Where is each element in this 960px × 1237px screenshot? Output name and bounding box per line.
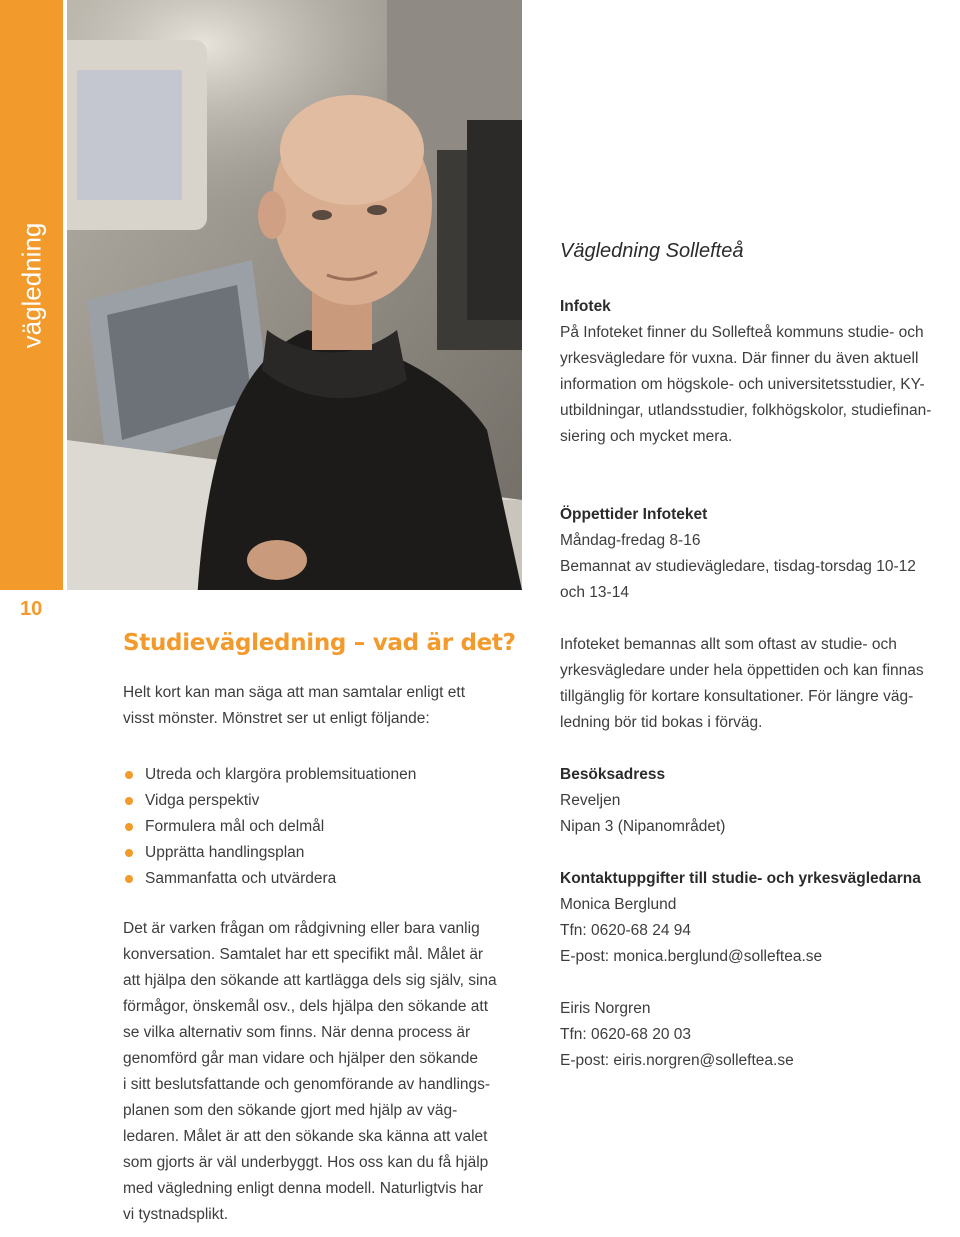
hours-heading: Öppettider Infoteket [560, 506, 708, 523]
contacts-heading: Kontaktuppgifter till studie- och yrkesvägledarna [560, 870, 921, 887]
contacts-block [560, 866, 960, 970]
list-item [123, 814, 523, 840]
step-text: Sammanfatta och utvärdera [145, 870, 337, 887]
infotek-block [560, 294, 960, 450]
list-item [123, 788, 523, 814]
step-text: Formulera mål och delmål [145, 818, 325, 835]
hours-block [560, 502, 960, 606]
contact-email: E-post: monica.berglund@solleftea.se [560, 948, 823, 965]
infotek-heading: Infotek [560, 298, 611, 315]
body-line: se vilka alternativ som finns. När denna process är [123, 1024, 471, 1041]
list-item [123, 840, 523, 866]
bullet-icon [125, 797, 133, 805]
body-line: konversation. Samtalet har ett specifikt mål. Målet är [123, 946, 484, 963]
side-label-text: vägledning [16, 222, 47, 348]
contact-phone: Tfn: 0620-68 20 03 [560, 1026, 691, 1043]
photo-illustration [67, 0, 522, 590]
staffing-line: ledning bör tid bokas i förväg. [560, 714, 763, 731]
bullet-icon [125, 771, 133, 779]
section-title: Vägledning Sollefteå [560, 240, 744, 262]
address-line: Reveljen [560, 792, 621, 809]
body-line: som gjorts är väl underbyggt. Hos oss kan du få hjälp [123, 1154, 489, 1171]
infotek-line: information om högskole- och universitetsstudier, KY- [560, 376, 925, 393]
intro-paragraph [123, 680, 523, 732]
body-line: förmågor, önskemål osv., dels hjälpa den sökande att [123, 998, 489, 1015]
contact-name: Eiris Norgren [560, 1000, 651, 1017]
staffing-line: Infoteket bemannas allt som oftast av studie- och [560, 636, 897, 653]
staffing-line: tillgänglig för kortare konsultationer. För längre väg- [560, 688, 914, 705]
bullet-icon [125, 875, 133, 883]
bullet-icon [125, 823, 133, 831]
intro-line: visst mönster. Mönstret ser ut enligt följande: [123, 710, 430, 727]
address-block [560, 762, 960, 840]
staffing-line: yrkesvägledare under hela öppettiden och kan finnas [560, 662, 924, 679]
body-line: Det är varken frågan om rådgivning eller bara vanlig [123, 920, 480, 937]
article-heading: Studievägledning – vad är det? [123, 630, 516, 656]
article-column [123, 630, 523, 1228]
body-paragraph [123, 916, 523, 1228]
step-text: Vidga perspektiv [145, 792, 260, 809]
hours-line: Måndag-fredag 8-16 [560, 532, 701, 549]
step-text: Upprätta handlingsplan [145, 844, 305, 861]
list-item [123, 866, 523, 892]
body-line: att hjälpa den sökande att kartlägga dels sig själv, sina [123, 972, 497, 989]
hours-line: och 13-14 [560, 584, 629, 601]
step-text: Utreda och klargöra problemsituationen [145, 766, 417, 783]
intro-line: Helt kort kan man säga att man samtalar enligt ett [123, 684, 466, 701]
body-line: i sitt beslutsfattande och genomförande av handlings- [123, 1076, 491, 1093]
list-item [123, 762, 523, 788]
steps-list [123, 762, 523, 892]
infotek-line: utbildningar, utlandsstudier, folkhögskolor, studiefinan- [560, 402, 932, 419]
infotek-line: yrkesvägledare för vuxna. Där finner du även aktuell [560, 350, 919, 367]
contact-name: Monica Berglund [560, 896, 677, 913]
hours-line: Bemannat av studievägledare, tisdag-torsdag 10-12 [560, 558, 916, 575]
body-line: genomförd går man vidare och hjälper den sökande [123, 1050, 479, 1067]
infotek-line: På Infoteket finner du Sollefteå kommuns studie- och [560, 324, 924, 341]
contacts-block-2 [560, 996, 960, 1074]
contact-email: E-post: eiris.norgren@solleftea.se [560, 1052, 794, 1069]
address-line: Nipan 3 (Nipanområdet) [560, 818, 726, 835]
bullet-icon [125, 849, 133, 857]
side-label [6, 200, 58, 370]
counselor-photo [67, 0, 522, 590]
body-line: ledaren. Målet är att den sökande ska känna att valet [123, 1128, 488, 1145]
body-line: planen som den sökande gjort med hjälp av väg- [123, 1102, 458, 1119]
body-line: med vägledning enligt denna modell. Naturligtvis har [123, 1180, 484, 1197]
page-number: 10 [20, 598, 43, 620]
infotek-line: siering och mycket mera. [560, 428, 733, 445]
contact-column [560, 238, 960, 1100]
staffing-block [560, 632, 960, 736]
address-heading: Besöksadress [560, 766, 666, 783]
body-line: vi tystnadsplikt. [123, 1206, 229, 1223]
contact-phone: Tfn: 0620-68 24 94 [560, 922, 691, 939]
